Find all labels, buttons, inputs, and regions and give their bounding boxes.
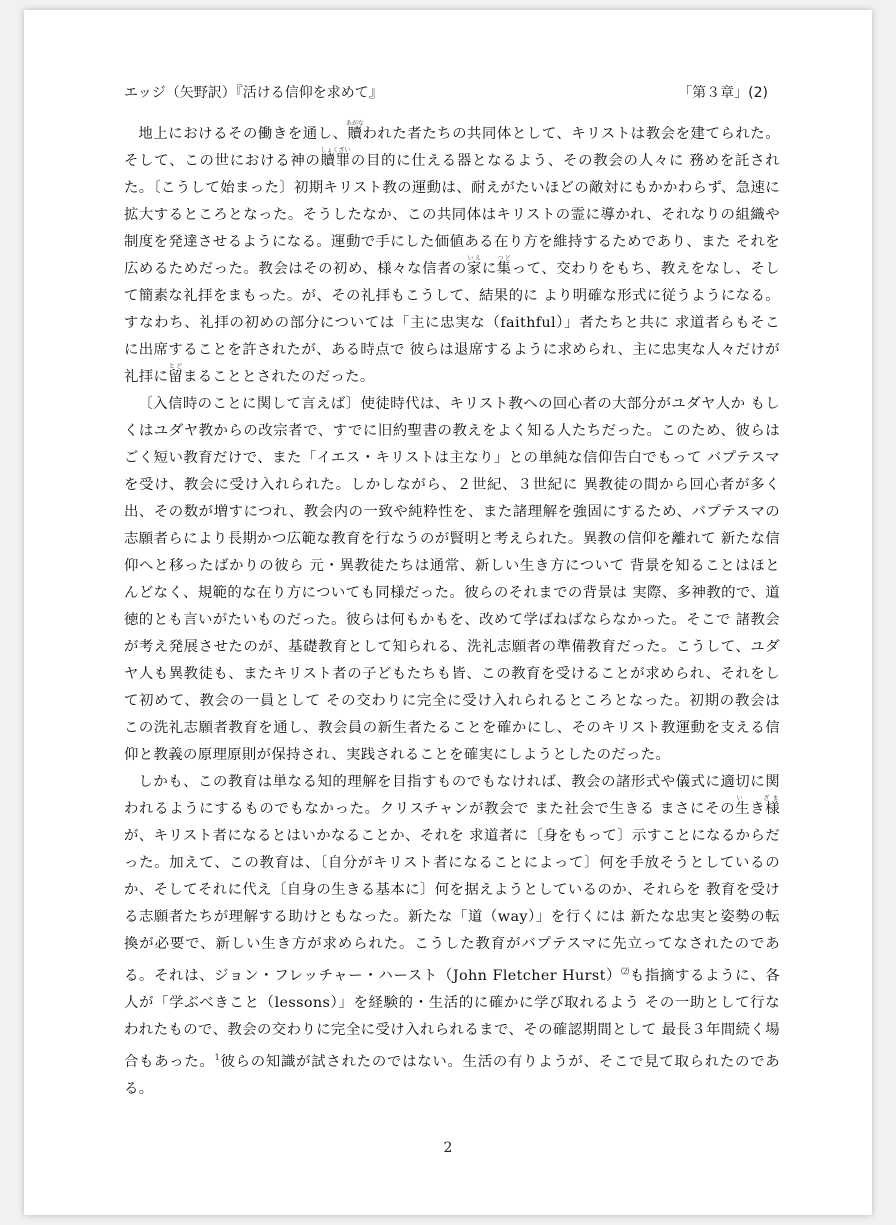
footnote-marker: ⑵: [621, 967, 630, 976]
body-text: [124, 120, 780, 1103]
paragraph-3: [124, 769, 780, 1103]
text-run: しかも、この教育は単なる知的理解を目指すものでもなければ、教会の諸形式や儀式に適切に関われるようにするものでもなかった。クリスチャンが教会で また社会で生きる まさにその: [124, 774, 780, 817]
text-run: 彼らの知識が試されたのではない。生活の有りようが、そこで見て取られたのである。: [124, 1053, 780, 1097]
ruby-annotation: 集つど: [496, 255, 512, 277]
ruby-annotation: 贖罪しょくざい: [320, 147, 351, 169]
paragraph-2: 〔入信時のことに関して言えば〕使徒時代は、キリスト教への回心者の大部分がユダヤ人か もしくはユダヤ教からの改宗者で、すでに旧約聖書の教えをよく知る人たちだった。このため、彼らはごく短い教育だけで、また「イエス・キリストは主なり」との単純な信仰告白でもって バプテスマを受け、教会に受け入れられた。しかしながら、２世紀、３世紀に 異教徒の間から回心者が多く出、その数が増すにつれ、教会内の一致や純粋性を、また諸理解を強固にするため、バプテスマの志願者らにより長期かつ広範な教育を行なうのが賢明と考えられた。異教の信仰を離れて 新たな信仰へと移ったばかりの彼ら 元・異教徒たちは通常、新しい生き方について 背景を知ることはほとんどなく、規範的な在り方についても同様だった。彼らのそれまでの背景は 実際、多神教的で、道徳的とも言いがたいものだった。彼らは何もかもを、改めて学ばねばならなかった。そこで 諸教会が考え発展させたのが、基礎教育として知られる、洗礼志願者の準備教育だった。こうして、ユダヤ人も異教徒も、またキリスト者の子どもたちも皆、この教育を受けることが求められ、それをして初めて、教会の一員として その交わりに完全に受け入れられるところとなった。初期の教会は この洗礼志願者教育を通し、教会員の新生者たることを確かにし、そのキリスト教運動を支える信仰と教義の原理原則が保持され、実践されることを確実にしようとしたのだった。: [124, 396, 780, 763]
header-chapter: 「第３章」(2): [678, 85, 768, 101]
ruby-annotation: 生き様い ざま: [735, 795, 780, 817]
text-run: に: [481, 261, 497, 277]
text-run: われた者たちの共同体として、キリストは教会を建てられた。そして、この世における神の: [124, 126, 780, 169]
text-run: も指摘するように、各人が「学ぶべきこと（lessons）」を経験的・生活的に確かに学び取れるよう その一助として行なわれたもので、教会の交わりに完全に受け入れられるまで、その確認期間として 最長３年間続く場合もあった。: [124, 967, 780, 1070]
text-run: って、交わりをもち、教えをなし、そして簡素な礼拝をまもった。が、その礼拝もこうして、結果的に より明確な形式に従うようになる。すなわち、礼拝の初めの部分については「主に忠実な（faithful）」者たちと共に 求道者らもそこに出席することを許されたが、ある時点で 彼らは退席するように求められ、主に忠実な人々だけが礼拝に: [124, 261, 780, 385]
header-title: エッジ（矢野訳）『活ける信仰を求めて』: [124, 85, 383, 101]
ruby-annotation: 留とど: [168, 363, 183, 385]
paragraph-1: [124, 120, 780, 391]
running-header: [124, 82, 768, 102]
text-run: の目的に仕える器となるよう、その教会の人々に 務めを託された。〔こうして始まった〕初期キリスト教の運動は、耐えがたいほどの敵対にもかかわらず、急速に拡大するところとなった。そうしたなか、この共同体はキリストの霊に導かれ、それなりの組織や制度を発達させるようになる。運動で手にした価値ある在り方を維持するためであり、また それを広めるためだった。教会はその初め、様々な信者の: [124, 153, 780, 277]
ruby-annotation: 家いえ: [466, 255, 482, 277]
text-run: が、キリスト者になるとはいかなることか、それを 求道者に〔身をもって〕示すことになるからだった。加えて、この教育は、〔自分がキリスト者になることによって〕何を手放そうとしているのか、そしてそれに代え〔自身の生きる基本に〕何を据えようとしているのか、それらを 教育を受ける志願者たちが理解する助けともなった。新たな「道（way）」を行くには 新たな忠実と姿勢の転換が必要で、新しい生き方が求められた。こうした教育がバプテスマに先立ってなされたのである。それは、ジョン・フレッチャー・ハースト（John Fletcher Hurst）: [124, 828, 780, 984]
document-page: [24, 10, 872, 1215]
footnote-marker: 1: [214, 1052, 221, 1062]
text-run: まることとされたのだった。: [182, 369, 375, 385]
ruby-annotation: 贖あがな: [345, 120, 364, 142]
text-run: 地上におけるその働きを通し、: [138, 126, 348, 142]
page-number: 2: [443, 1140, 453, 1156]
